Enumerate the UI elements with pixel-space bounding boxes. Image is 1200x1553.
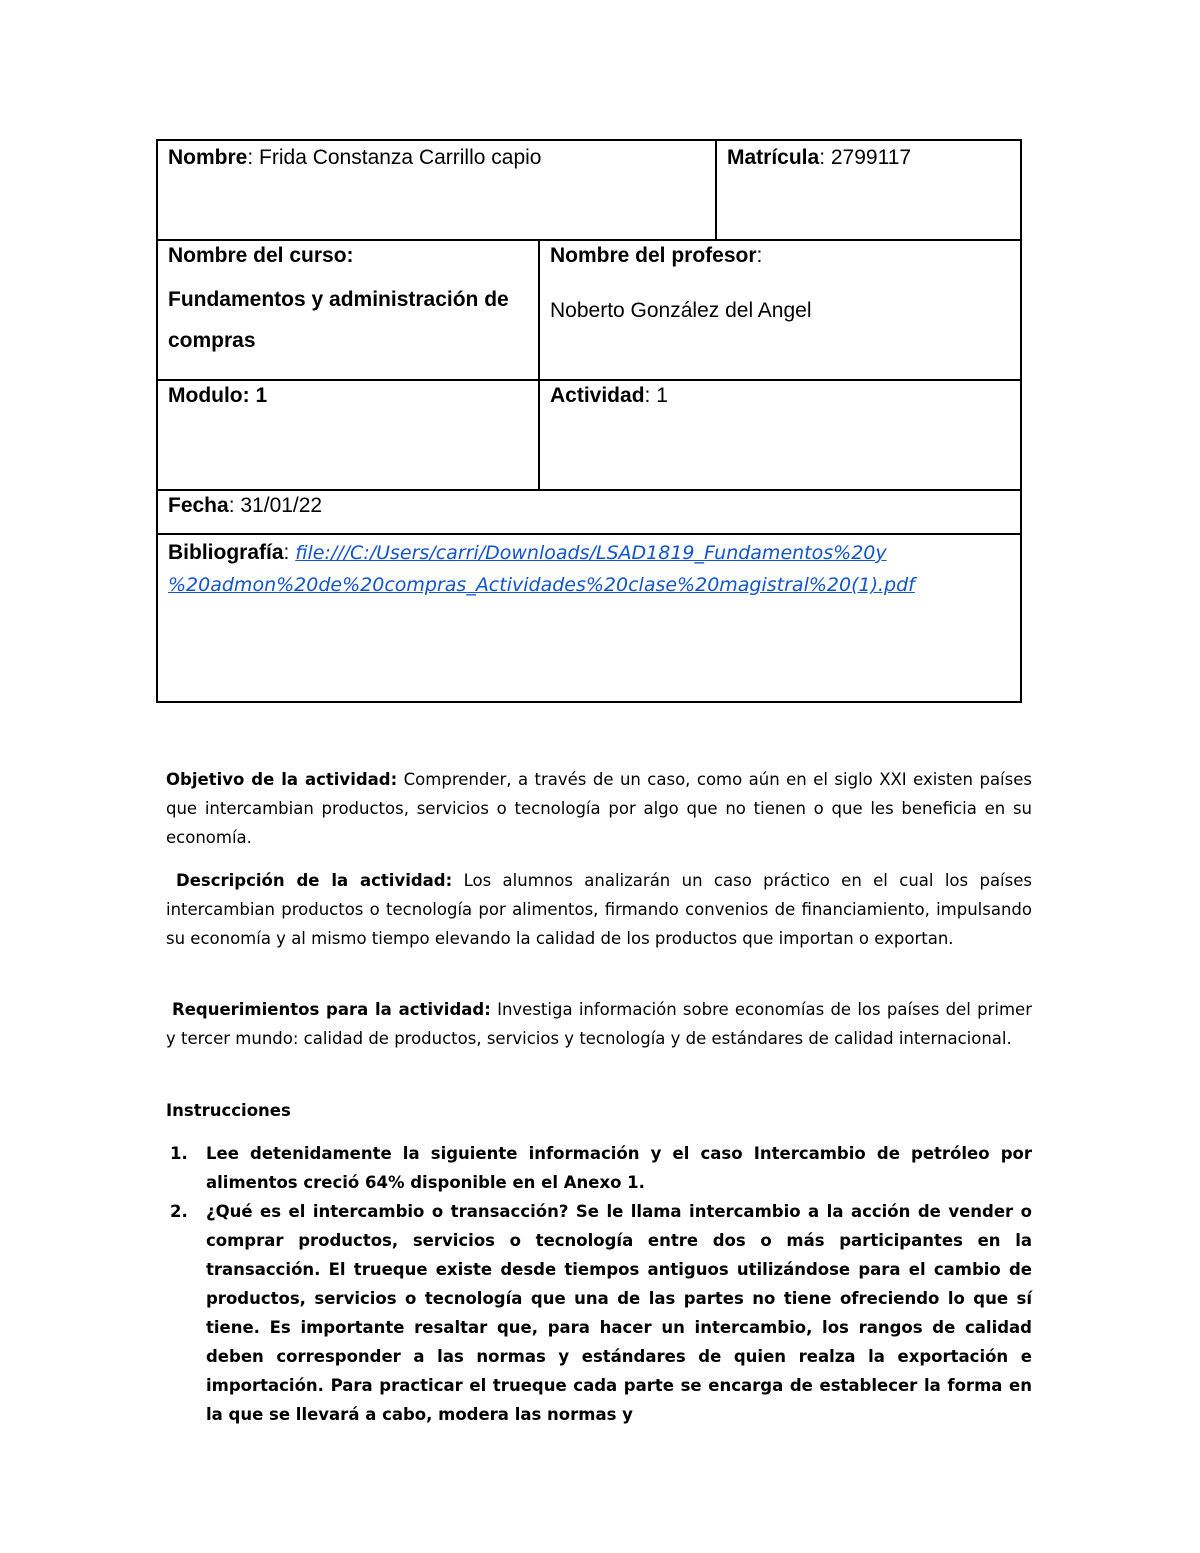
objetivo-label: Objetivo de la actividad:	[166, 770, 398, 789]
fecha-value: : 31/01/22	[228, 494, 323, 517]
requerimientos-text: Investiga información sobre economías de los países del primer y tercer mundo: calidad de productos, servicios y tecnología y de estándares de calidad internacional.	[166, 1000, 1032, 1048]
list-item-text: ¿Qué es el intercambio o transacción? Se le llama intercambio a la acción de vender o comprar productos, servicios o tecnología entre dos o más participantes en la transacción. El trueque existe desde tiempos antiguos utilizándose para el cambio de productos, servicios o tecnología que una de las partes no tiene ofreciendo lo que sí tiene. Es importante resaltar que, para hacer un intercambio, los rangos de calidad deben corresponder a las normas y estándares de quien realza la exportación e importación. Para practicar el trueque cada parte se encarga de establecer la forma en la que se llevará a cabo, modera las normas y	[206, 1202, 1032, 1424]
profesor-value: Noberto González del Angel	[550, 299, 812, 322]
list-item-text: Lee detenidamente la siguiente información y el caso Intercambio de petróleo por alimentos creció 64% disponible en el Anexo 1.	[206, 1144, 1032, 1192]
bibliografia-colon: :	[283, 541, 290, 564]
requerimientos-label: Requerimientos para la actividad:	[172, 1000, 491, 1019]
list-item-number: 2.	[170, 1202, 188, 1221]
objetivo-text: Comprender, a través de un caso, como aún en el siglo XXI existen países que intercambian productos, servicios o tecnología por algo que no tienen o que les beneficia en su economía.	[166, 770, 1032, 847]
descripcion-paragraph	[166, 866, 1032, 953]
cell-fecha	[156, 489, 1022, 535]
bibliografia-label: Bibliografía	[168, 541, 284, 564]
cell-curso	[156, 239, 540, 381]
matricula-value: : 2799117	[819, 146, 912, 169]
cell-profesor	[538, 239, 1022, 381]
curso-value: Fundamentos y administración de compras	[168, 288, 509, 352]
profesor-label: Nombre del profesor	[550, 244, 757, 267]
actividad-value: : 1	[644, 384, 668, 407]
curso-label: Nombre del curso:	[168, 244, 354, 267]
instrucciones-list	[166, 1139, 1032, 1429]
cell-bibliografia	[156, 533, 1022, 703]
nombre-value: : Frida Constanza Carrillo capio	[247, 146, 542, 169]
descripcion-text: Los alumnos analizarán un caso práctico en el cual los países intercambian productos o tecnología por alimentos, firmando convenios de financiamiento, impulsando su economía y al mismo tiempo elevando la calidad de los productos que importan o exportan.	[166, 871, 1032, 948]
bibliografia-link-line1[interactable]: file:///C:/Users/carri/Downloads/LSAD1819_Fundamentos%20y	[295, 542, 887, 564]
matricula-label: Matrícula	[727, 146, 820, 169]
descripcion-label: Descripción de la actividad:	[176, 871, 453, 890]
list-item	[166, 1197, 1032, 1429]
cell-actividad	[538, 379, 1022, 491]
cell-modulo	[156, 379, 540, 491]
fecha-label: Fecha	[168, 494, 229, 517]
nombre-label: Nombre	[168, 146, 248, 169]
instrucciones-title: Instrucciones	[166, 1101, 291, 1120]
cell-nombre	[156, 139, 716, 241]
list-item-number: 1.	[170, 1144, 188, 1163]
profesor-colon: :	[756, 244, 763, 267]
list-item	[166, 1139, 1032, 1197]
modulo-label: Modulo: 1	[168, 384, 268, 407]
objetivo-paragraph	[166, 765, 1032, 852]
cell-matricula	[715, 139, 1022, 241]
actividad-label: Actividad	[550, 384, 645, 407]
requerimientos-paragraph	[166, 995, 1032, 1053]
bibliografia-link-line2[interactable]: %20admon%20de%20compras_Actividades%20clase%20magistral%20(1).pdf	[168, 574, 915, 596]
